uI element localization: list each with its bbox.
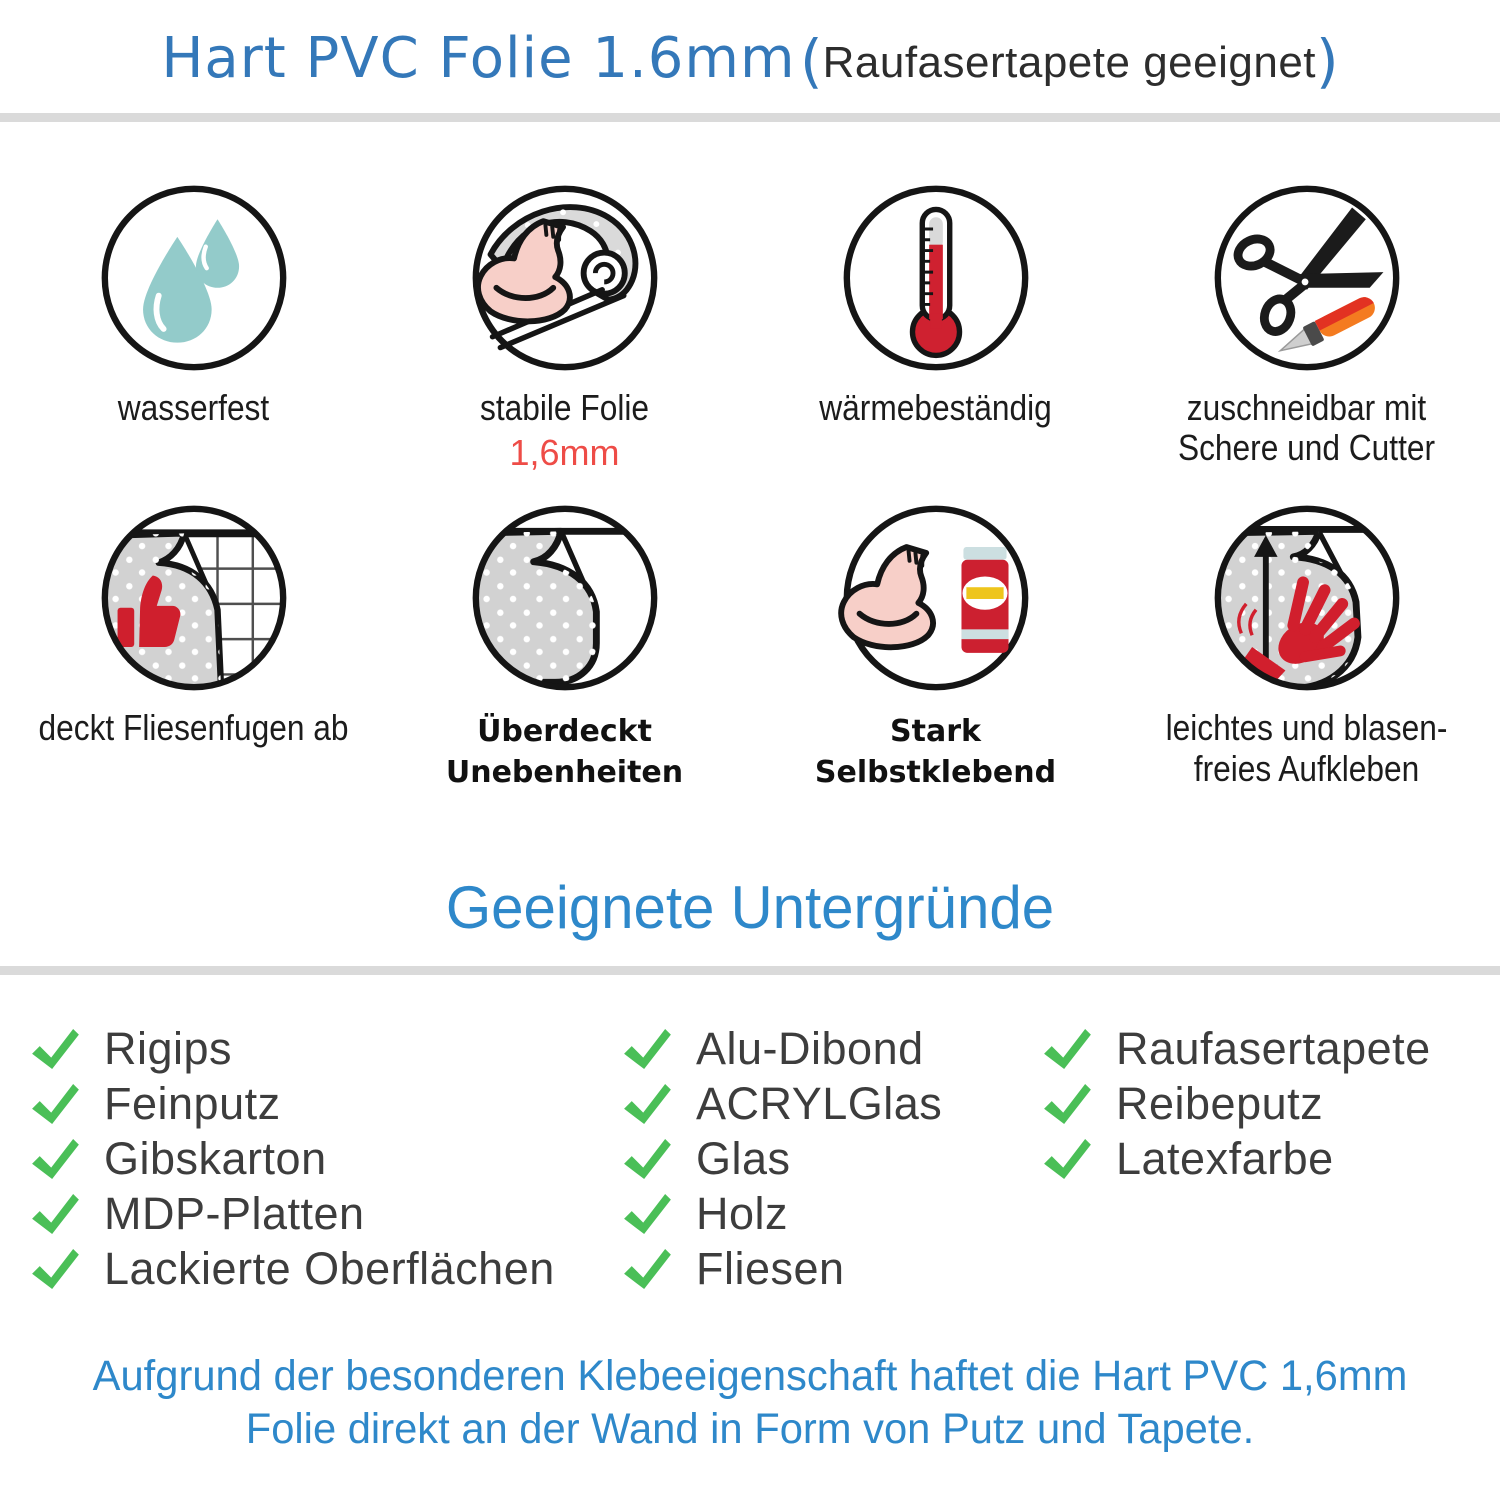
- strong-arm-glue-icon: [838, 500, 1034, 696]
- surface-label: ACRYLGlas: [696, 1077, 943, 1129]
- check-icon: [622, 1138, 672, 1180]
- surface-item: [622, 1131, 1042, 1186]
- scissors-cutter-icon: [1209, 180, 1405, 376]
- surface-item: [622, 1186, 1042, 1241]
- footer-line-1: Aufgrund der besonderen Klebeeigenschaft haftet die Hart PVC 1,6mm: [92, 1352, 1408, 1401]
- foil-fold-icon: [467, 500, 663, 696]
- surface-label: Gibskarton: [104, 1132, 327, 1184]
- surface-label: Raufasertapete: [1116, 1022, 1431, 1074]
- surface-item: [30, 1241, 622, 1296]
- check-icon: [622, 1028, 672, 1070]
- check-icon: [1042, 1138, 1092, 1180]
- surface-item: [1042, 1131, 1500, 1186]
- check-icon: [622, 1083, 672, 1125]
- feature-heat-resistant: [750, 180, 1121, 474]
- check-icon: [30, 1248, 80, 1290]
- page-title: [0, 0, 1500, 95]
- feature-caption: deckt Fliesenfugen ab: [38, 707, 349, 749]
- surface-item: [622, 1076, 1042, 1131]
- footer-note: [23, 1350, 1478, 1456]
- surface-item: [30, 1021, 622, 1076]
- thickness-note: 1,6mm: [509, 432, 620, 474]
- surface-label: Reibeputz: [1116, 1077, 1324, 1129]
- surface-label: Lackierte Oberflächen: [104, 1242, 555, 1294]
- feature-grid: [8, 180, 1492, 793]
- paren-close: ): [1316, 27, 1339, 95]
- feature-cuttable: [1121, 180, 1492, 474]
- footer-line-2: Folie direkt an der Wand in Form von Putz und Tapete.: [245, 1405, 1255, 1454]
- top-divider: [0, 113, 1500, 122]
- subtitle-text: Raufasertapete geeignet: [822, 38, 1317, 87]
- surface-label: Rigips: [104, 1022, 233, 1074]
- surfaces-section-title: Geeignete Untergründe: [445, 874, 1055, 942]
- feature-covers-unevenness: [379, 500, 750, 793]
- feature-caption: wasserfest: [117, 387, 270, 428]
- feature-covers-tile-joints: [8, 500, 379, 793]
- thumb-up-tiles-icon: [96, 500, 292, 696]
- thermometer-icon: [838, 180, 1034, 376]
- surface-label: Alu-Dibond: [696, 1022, 924, 1074]
- check-icon: [30, 1028, 80, 1070]
- surface-item: [1042, 1021, 1500, 1076]
- feature-caption: leichtes und blasen- freies Aufkleben: [1165, 707, 1448, 789]
- surface-item: [622, 1241, 1042, 1296]
- check-icon: [1042, 1083, 1092, 1125]
- surfaces-column-2: [622, 1021, 1042, 1296]
- title-text: Hart PVC Folie 1.6mm: [161, 26, 796, 91]
- surface-item: [1042, 1076, 1500, 1131]
- check-icon: [1042, 1028, 1092, 1070]
- surface-label: Fliesen: [696, 1242, 845, 1294]
- feature-bubble-free: [1121, 500, 1492, 793]
- feature-caption: wärmebeständig: [819, 387, 1052, 428]
- surface-item: [30, 1186, 622, 1241]
- surface-item: [30, 1131, 622, 1186]
- surfaces-column-1: [30, 1021, 622, 1296]
- surfaces-column-3: [1042, 1021, 1500, 1296]
- water-drops-icon: [96, 180, 292, 376]
- feature-caption: zuschneidbar mit Schere und Cutter: [1177, 387, 1436, 469]
- check-icon: [30, 1193, 80, 1235]
- feature-self-adhesive: [750, 500, 1121, 793]
- feature-waterproof: [8, 180, 379, 474]
- surface-item: [622, 1021, 1042, 1076]
- surfaces-columns: [30, 1021, 1500, 1296]
- surface-label: MDP-Platten: [104, 1187, 365, 1239]
- check-icon: [622, 1193, 672, 1235]
- surface-label: Glas: [696, 1132, 791, 1184]
- surface-label: Latexfarbe: [1116, 1132, 1334, 1184]
- feature-stable-foil: [379, 180, 750, 474]
- feature-caption: Überdeckt Unebenheiten: [445, 714, 684, 790]
- surfaces-divider: [0, 966, 1500, 975]
- check-icon: [622, 1248, 672, 1290]
- strong-arm-foil-icon: [467, 180, 663, 376]
- surface-label: Feinputz: [104, 1077, 281, 1129]
- surface-item: [30, 1076, 622, 1131]
- paren-open: (: [799, 27, 823, 95]
- check-icon: [30, 1138, 80, 1180]
- check-icon: [30, 1083, 80, 1125]
- feature-caption: stabile Folie: [479, 387, 650, 428]
- feature-caption: Stark Selbstklebend: [814, 714, 1057, 790]
- surface-label: Holz: [696, 1187, 789, 1239]
- hand-smoothing-icon: [1209, 500, 1405, 696]
